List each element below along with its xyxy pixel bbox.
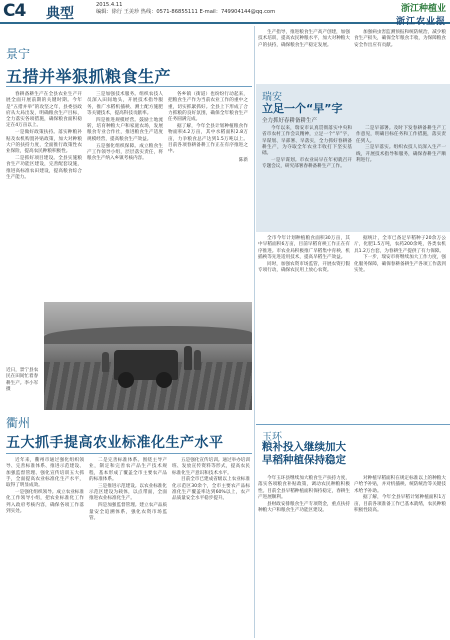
paragraph: 目前全市已建成省级以上农业标准化示范区30余个，全市主要农产品标准化生产覆盖率达到60%以上，农产品质量安全水平稳步提升。 — [172, 477, 250, 502]
editor-contact: 编辑：徐行 王美珍 热线：0571-86855111 E-mail：749904144@qq.com — [96, 9, 276, 15]
story1-body — [6, 92, 252, 182]
story4-body — [258, 476, 446, 515]
paragraph: 四是加强监督管理。建立农产品质量安全追溯体系，强化农资市场监管。 — [89, 503, 167, 521]
paragraph: 加强病虫害监测预报和统防统治，减少粮食生产损失，确保全年粮食丰收，为保障粮食安全作出应有贡献。 — [354, 30, 446, 48]
story1-column-2 — [87, 92, 163, 182]
section-divider — [256, 424, 450, 425]
story4-column-1 — [258, 476, 350, 515]
page-header — [0, 0, 450, 27]
story3-subheadline: 全力抓好春耕备耕生产 — [262, 118, 318, 124]
story4-location: 玉环 — [262, 432, 282, 443]
story2-column-2 — [89, 458, 167, 523]
paragraph: 下一步，瑞安市将继续加大工作力度，强化服务保障，确保春耕备耕生产各项工作落到实处。 — [354, 255, 446, 274]
right-top-column-1 — [258, 30, 350, 49]
paragraph: 春耕备耕生产在全县农业生产开展全面开展前期的关键时期。今年是“五措并举”的攻坚之年，县委县政府从大局出发，明确粮食生产目标，全力落实各项措施，确保粮食面积稳定在4万亩以上。 — [6, 92, 82, 129]
paragraph: 据统计，全市已备足早稻种子20余万公斤，化肥1.5万吨，农药200余吨，各类农机具1.2万台套，为春耕生产提供了有力保障。 — [354, 236, 446, 254]
story3-headline: 立足一个“早”字 — [262, 102, 343, 115]
edition-block — [396, 1, 446, 27]
page-meta — [96, 2, 275, 16]
story3-body — [262, 126, 446, 171]
paragraph: 同时，加强农资市场监管，开展农资打假专项行动，确保农民用上放心农资。 — [258, 261, 350, 274]
paragraph: 一是早谋划。市农业局早在年初就召开专题会议，研究部署春耕备耕生产工作。 — [262, 158, 352, 170]
story1-headline: 五措并举狠抓粮食生产 — [6, 67, 172, 86]
paragraph: 三是推进示范建设。以农业标准化示范区建设为载体，以点带面，全面推进农业标准化生产。 — [89, 483, 167, 502]
right-top-column-2 — [354, 30, 446, 49]
paragraph: 三是加强技术服务。组织农技人员深入田间地头，开展技术指导服务，推广水稻机插秧、测土配方施肥等关键技术，提高科技贡献率。 — [87, 92, 163, 116]
farm-photo — [44, 302, 252, 410]
story1-byline: 陈新 — [238, 157, 248, 163]
story1-column-1 — [6, 92, 82, 182]
story4-headline — [262, 441, 346, 467]
column-divider — [254, 26, 255, 638]
photo-caption: 近日，景宁县农民在田间忙着春耕生产。李小军 摄 — [6, 368, 39, 392]
story3-column-2 — [356, 126, 446, 171]
paragraph: 今年玉环县继续加大粮食生产扶持力度，落实各项粮食补贴政策，调动农民种粮积极性。目前全县早稻种植面积保持稳定，春耕生产进展顺利。 — [258, 476, 350, 500]
paragraph: 据了解，今年全县早稻计划种植面积1万亩，目前各项准备工作已基本就绪，农民种粮积极性较高。 — [354, 495, 446, 514]
paragraph: 二是完善标准体系。围绕主导产业，制定和完善农产品生产技术规程，基本形成了覆盖全市主要农产品的标准体系。 — [89, 458, 167, 482]
story3-continued — [258, 236, 446, 275]
story1-location: 景宁 — [6, 47, 31, 61]
issue-date: 2015.4.11 — [96, 2, 123, 8]
paragraph: 对种植早稻面积在规定标准以上的种粮大户给予补贴，并对机插秧、统防统治等关键技术给予补助。 — [354, 476, 446, 494]
edition-name: 浙江种植业 — [400, 4, 446, 14]
paragraph: 县财政安排粮食生产专项资金，重点扶持种粮大户和粮食生产功能区建设。 — [258, 501, 350, 514]
paragraph: 各乡镇（街道）也纷纷行动起来，把粮食生产作为当前农业工作的重中之重，切实抓紧抓好。全县上下形成了合力抓粮的良好氛围，确保全年粮食生产任务圆满完成。 — [168, 92, 248, 123]
paragraph: 五是强化组织保障。成立粮食生产工作领导小组，层层落实责任，将粮食生产纳入乡镇考核内容。 — [87, 143, 163, 162]
section-title: 典型 — [46, 6, 74, 22]
paragraph: 全市今年计划种植粮食面积30万亩，其中早稻面积6万亩，目前早稻育秧工作正在有序推进。市农业局积极推广早稻集中育秧、机插秧等先进适用技术，提高早稻生产效益。 — [258, 236, 350, 260]
page-code: C4 — [3, 1, 26, 21]
paragraph: 据了解，今年全县计划种植粮食作物面积4.2万亩，其中水稻面积2.8万亩，力争粮食总产达到1.5万吨以上。目前各项春耕备耕工作正在有序推进之中。 — [168, 124, 248, 155]
paragraph: 一是做好政策扶持。落实种粮补贴及农机购置补贴政策，加大对种粮大户的扶持力度，全面推行政策性农业保险，提高农民种粮积极性。 — [6, 130, 82, 155]
story4-headline-line2: 早稻种植保持稳定 — [262, 454, 346, 466]
story3-column-3 — [258, 236, 350, 275]
story2-column-1 — [6, 458, 84, 523]
paragraph: 近年来，衢州市通过强化组织领导、完善标准体系、推进示范建设、加强监督管理、强化宣传培训五大抓手，全面提高农业标准化生产水平，取得了明显成效。 — [6, 458, 84, 489]
story4-column-2 — [354, 476, 446, 515]
paragraph: 四是推进规模经营。鼓励土地流转，培育种粮大户和家庭农场，发展粮食专业合作社，推进粮食生产适度规模经营，提高粮食生产效益。 — [87, 117, 163, 142]
story2-rule — [6, 453, 252, 454]
story1-rule — [6, 86, 252, 87]
paragraph: 二是抓好项目建设。全县实施粮食生产功能区建设，完善配套设施，推进高标准农田建设，提高粮食综合生产能力。 — [6, 156, 82, 181]
paragraph: 生产指导，推进粮食生产高产创建，加强技术培训，提高农民种粮水平，加大对种粮大户的扶持，确保粮食生产稳定发展。 — [258, 30, 350, 48]
paragraph: 二是早部署。及时下发春耕备耕生产工作意见，明确目标任务和工作措施，落实责任到人。 — [356, 126, 446, 144]
right-top-body — [258, 30, 446, 49]
story2-column-3 — [172, 458, 250, 523]
story2-location: 衢州 — [6, 416, 31, 430]
story2-headline: 五大抓手提高农业标准化生产水平 — [6, 435, 224, 451]
story1-column-3 — [168, 92, 248, 182]
story3-location: 瑞安 — [262, 92, 282, 103]
paragraph: 五是强化宣传培训。通过举办培训班、发放宣传资料等形式，提高农民标准化生产意识和技术水平。 — [172, 458, 250, 476]
paragraph: 三是早落实。组织农技人员深入生产一线，开展技术指导和服务，确保春耕生产顺利进行。 — [356, 145, 446, 164]
story3-column-1 — [262, 126, 352, 171]
story4-headline-line1: 粮补投入继续加大 — [262, 441, 346, 453]
story2-body — [6, 458, 252, 523]
newspaper-masthead: 浙江农业报 — [395, 17, 446, 27]
story3-column-4 — [354, 236, 446, 275]
paragraph: 今年以来，瑞安市认真贯彻落实中央和省市农村工作会议精神，立足一个“早”字，早谋划、早部署、早落实，全力抓好春耕备耕生产，为夺取全年农业丰收打下坚实基础。 — [262, 126, 352, 157]
paragraph: 一是强化组织领导。成立农业标准化工作领导小组，把农业标准化工作列入政府考核内容，确保各项工作落到实处。 — [6, 490, 84, 514]
